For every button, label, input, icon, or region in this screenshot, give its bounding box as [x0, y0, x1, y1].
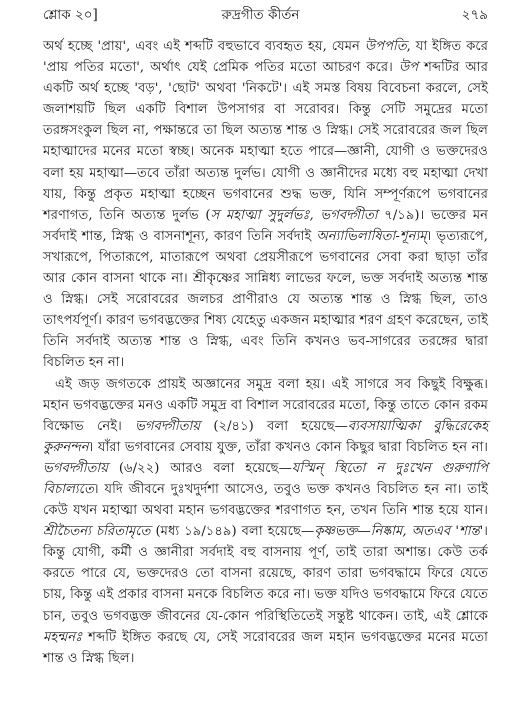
text-run: (মধ্য ১৯/১৪৯) বলা হয়েছে— — [150, 524, 315, 540]
text-run: । কিন্তু যোগী, কর্মী ও জ্ঞানীরা সর্বদাই বহু বাসনায় পূর্ণ, তাই তারা অশান্ত। কেউ তর্ক করতে পারে যে, ভক্তদেরও তো বাসনা রয়েছে, কারণ তারা ভগবদ্ধামে ফিরে যেতে চায়, কিন্তু এই প্রকার বাসনা মনকে বিচলিত করে না। ভক্ত যদিও ভগবদ্ধামে ফিরে যেতে চান, তবুও ভগবদ্ভক্ত জীবনের যে-কোন পরিস্থিতিতেই সন্তুষ্ট থাকেন। তাই, এই শ্লোকে — [43, 524, 489, 624]
italic-phrase: ভগবদ্গীতায় — [135, 418, 201, 434]
italic-phrase: ব্যবসায়াত্মিকা বুদ্ধিরেকেহ কুরুনন্দন — [43, 418, 488, 455]
page-number: ২৭৯ — [461, 7, 488, 23]
text-run: । যাঁরা ভগবানের সেবায় যুক্ত, তাঁরা কখনও কোন কিছুর দ্বারা বিচলিত হন না। — [88, 439, 488, 455]
purport-text — [43, 36, 488, 669]
italic-phrase: উপ — [398, 60, 419, 76]
paragraph — [43, 36, 488, 374]
italic-phrase: কৃষ্ণভক্ত—নিষ্কাম, অতএব 'শান্ত' — [314, 524, 484, 540]
italic-phrase: যস্মিন্ স্থিতো ন দুঃখেন গুরুণাপি বিচাল্যতে — [43, 460, 488, 497]
text-run: (৬/২২) আরও বলা হয়েছে— — [108, 460, 292, 476]
text-run: শব্দটির আর একটি অর্থ হচ্ছে 'বড়', 'ছোট' অথবা 'নিকটে'। এই সমস্ত বিষয় বিবেচনা করলে, সেই জলাশয়টি ছিল একটি বিশাল উপসাগর বা সরোবর। কিন্তু সেটি সমুদ্রের মতো তরঙ্গসংকুল ছিল না, পক্ষান্তরে তা ছিল অত্যন্ত শান্ত ও স্নিগ্ধ। সেই সরোবরের জল ছিল মহাত্মাদের মনের মতো স্বচ্ছ। অনেক মহাত্মা হতে পারে—জ্ঞানী, যোগী ও ভক্তদেরও বলা হয় মহাত্মা—তবে তাঁরা অত্যন্ত দুর্লভ। যোগী ও জ্ঞানীদের মধ্যে বহু মহাত্মা দেখা যায়, কিন্তু প্রকৃত মহাত্মা হচ্ছেন ভগবানের শুদ্ধ ভক্ত, যিনি সম্পূর্ণরূপে ভগবানের শরণাগত, তিনি অত্যন্ত দুর্লভ ( — [43, 60, 489, 223]
text-run: (২/৪১) বলা হয়েছে— — [200, 418, 348, 434]
text-run: । ভৃত্যরূপে, সখারূপে, পিতারূপে, মাতারূপে অথবা প্রেয়সীরূপে ভগবানের সেবা করা ছাড়া তাঁর আর কোন বাসনা থাকে না। শ্রীকৃষ্ণের সান্নিধ্য লাভের ফলে, ভক্ত সর্বদাই অত্যন্ত শান্ত ও স্নিগ্ধ। সেই সরোবরের জলচর প্রাণীরাও যে অত্যন্ত শান্ত ও স্নিগ্ধ ছিল, তাও তাৎপর্যপূর্ণ। কারণ ভগবদ্ভক্তের শিষ্য যেহেতু একজন মহাত্মার শরণ গ্রহণ করেছেন, তাই তিনি সর্বদাই অত্যন্ত শান্ত ও স্নিগ্ধ, এবং তিনি কখনও ভব-সাগরের তরঙ্গের দ্বারা বিচলিত হন না। — [43, 228, 488, 371]
text-run: ৭/১৯)। ভক্তের মন সর্বদাই শান্ত, স্নিগ্ধ ও বাসনাশূন্য, কারণ তিনি সর্বদাই — [43, 207, 489, 244]
text-run: শব্দটি ইঙ্গিত করছে যে, সেই সরোবরের জল মহান ভগবদ্ভক্তের মনের মতো শান্ত ও স্নিগ্ধ ছিল। — [43, 629, 488, 666]
italic-phrase: ভগবদ্গীতায় — [43, 460, 109, 476]
text-run: এই জড় জগতকে প্রায়ই অজ্ঞানের সমুদ্র বলা হয়। এই সাগরে সব কিছুই বিক্ষুব্ধ। মহান ভগবদ্ভক্তের মনও একটি সমুদ্র বা বিশাল সরোবরের মতো, কিন্তু তাতে কোন রকম বিক্ষোভ নেই। — [43, 376, 488, 434]
italic-phrase: মহন্মনঃ — [43, 629, 83, 645]
text-run: । যদি জীবনে দুঃখদুর্দশা আসেও, তবুও ভক্ত কখনও বিচলিত হন না। তাই কেউ যখন মহাত্মা অথবা মহান ভগবদ্ভক্তের শরণাগত হন, তখন তিনি শান্ত হয়ে যান। — [43, 481, 488, 519]
verse-reference: শ্লোক ২০] — [43, 7, 98, 23]
text-run: , যা ইঙ্গিত করে 'প্রায় পতির মতো', অর্থাৎ যেই প্রেমিক পতির মতো আচরণ করে। — [43, 39, 488, 76]
paragraph — [43, 374, 488, 669]
italic-phrase: স মহাত্মা সুদুর্লভঃ, ভগবদ্গীতা — [210, 207, 378, 223]
page-header — [43, 4, 488, 34]
text-run: অর্থ হচ্ছে 'প্রায়', এবং এই শব্দটি বহুভাবে ব্যবহৃত হয়, যেমন — [43, 39, 365, 54]
chapter-title: রুদ্রগীত কীর্তন — [221, 7, 300, 23]
italic-phrase: উপপতি — [364, 39, 407, 54]
italic-phrase: অন্যাভিলাষিতা-শূন্যম্ — [316, 228, 427, 244]
italic-phrase: শ্রীচৈতন্য চরিতামৃতে — [43, 524, 151, 540]
